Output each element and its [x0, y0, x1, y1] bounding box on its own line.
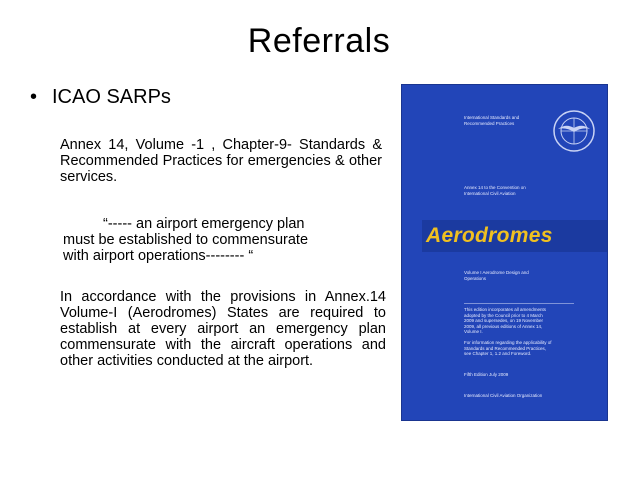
cover-annex-text: Annex 14 to the Convention on International Civil Aviation: [464, 185, 526, 196]
cover-edition-text: Fifth Edition July 2009: [464, 372, 509, 377]
annex14-cover-image: [402, 85, 607, 420]
icao-seal-icon: [552, 109, 596, 153]
emergency-plan-quote: [63, 216, 369, 264]
cover-org-text: International Civil Aviation Organization: [464, 393, 543, 398]
slide-title: Referrals: [247, 22, 391, 60]
bullet-icao-sarps: [30, 86, 171, 109]
quote-line-1: “----- an airport emergency plan: [103, 216, 305, 232]
cover-divider: [464, 303, 574, 304]
bullet-icon: •: [30, 86, 38, 108]
cover-info-text: For information regarding the applicability of Standards and Recommended Practices, see Chapter 1, 1.2 and Foreword.: [464, 340, 552, 356]
cover-note-text: This edition incorporates all amendments adopted by the Council prior to 4 March 2009 and supersedes, on 19 November 2009, all previous editions of Annex 14, Volume I.: [464, 307, 547, 334]
cover-volume-text: Volume I Aerodrome Design and Operations: [464, 270, 529, 281]
quote-line-2: must be established to commensurate: [63, 232, 309, 248]
annex-reference-paragraph: Annex 14, Volume -1 , Chapter-9- Standards & Recommended Practices for emergencies & other services.: [60, 137, 382, 185]
bullet-label: ICAO SARPs: [52, 86, 171, 108]
provisions-paragraph: In accordance with the provisions in Annex.14 Volume-I (Aerodromes) States are required to establish at every airport an emergency plan commensurate with the aircraft operations and other activities conducted at the airport.: [60, 289, 386, 369]
quote-line-3: with airport operations-------- “: [63, 248, 254, 264]
cover-title: Aerodromes: [426, 224, 553, 247]
cover-header-text: International Standards and Recommended Practices: [464, 115, 520, 126]
